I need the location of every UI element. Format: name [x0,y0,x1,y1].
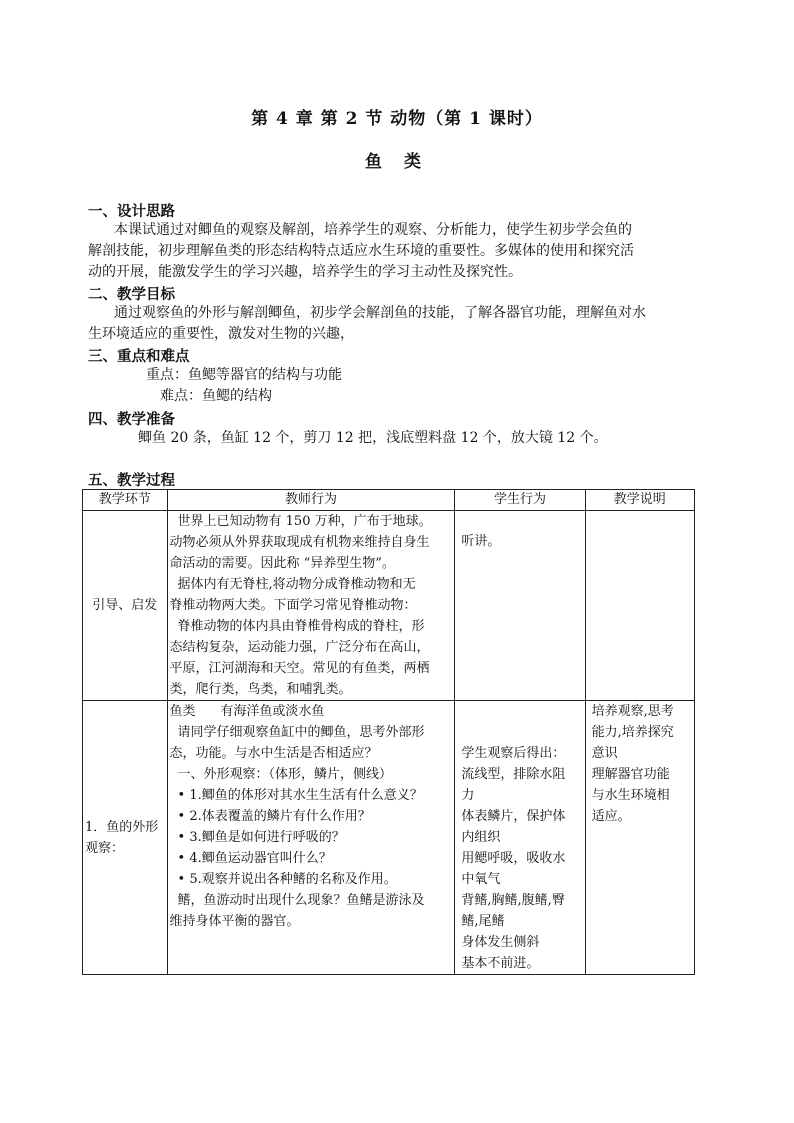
text-line: 内组织 [461,830,501,845]
text-line: 意识 [591,746,618,761]
text-line: 中氧气 [461,872,501,887]
text-line: 平原，江河湖海和天空。常见的有鱼类，两栖 [169,661,430,676]
text-line: • 4.鲫鱼运动器官叫什么？ [177,851,332,866]
cell-stage [83,701,168,975]
text-line: 观察： [85,840,125,856]
page-title: 第 4 章 第 2 节 动物（第 1 课时） [251,109,543,129]
text-line: 生环境适应的重要性，激发对生物的兴趣， [88,326,354,342]
text-line: 与水生环境相 [591,788,670,803]
text-line: • 5.观察并说出各种鳍的名称及作用。 [177,872,397,887]
cell-student [455,701,585,975]
text-line: 鱼类 有海洋鱼或淡水鱼 [169,704,325,719]
text-line: 据体内有无脊柱,将动物分成脊椎动物和无 [177,577,416,592]
text-line: 态，功能。与水中生活是否相适应？ [169,746,378,761]
text-line: 本课试通过对鲫鱼的观察及解剖，培养学生的观察、分析能力，使学生初步学会鱼的 [114,222,632,238]
section-heading-process: 五、教学过程 [88,472,175,489]
text-line: 力 [461,788,475,803]
table-header-row [83,490,695,511]
text-line: • 3.鲫鱼是如何进行呼吸的？ [177,830,345,845]
header-notes: 教学说明 [585,490,694,511]
text-line: 身体发生侧斜 [461,935,540,950]
text-line: 动的开展，能激发学生的学习兴趣，培养学生的学习主动性及探究性。 [88,264,522,280]
section-body-design [88,220,708,283]
text-line: 听讲。 [461,534,501,549]
header-stage: 教学环节 [83,490,168,511]
text-line: 体表鳞片，保护体 [461,809,566,824]
section-body-goals [88,303,708,345]
text-line: • 2.体表覆盖的鳞片有什么作用？ [177,809,371,824]
table-row [83,701,695,975]
text-line: 脊椎动物的体内具由脊椎骨构成的脊柱，形 [177,619,425,634]
cell-stage: 引导、启发 [83,511,168,701]
section-body-focus [146,365,646,407]
text-line: 鲫鱼 20 条，鱼缸 12 个，剪刀 12 把，浅底塑料盘 12 个，放大镜 12 个。 [138,430,608,446]
text-line: 难点：鱼鳃的结构 [160,388,272,404]
text-line: 类，爬行类，鸟类，和哺乳类。 [169,682,352,697]
section-heading-focus: 三、重点和难点 [88,348,190,365]
text-line: 一、外形观察：（体形，鳞片，侧线） [177,767,393,782]
header-student: 学生行为 [455,490,585,511]
text-line: 重点：鱼鳃等器官的结构与功能 [146,367,342,383]
cell-teacher [167,511,455,701]
cell-notes [585,511,694,701]
table-row [83,511,695,701]
text-line: 能力,培养探究 [591,725,674,740]
text-line: 态结构复杂，运动能力强，广泛分布在高山， [169,640,430,655]
text-line: 基本不前进。 [461,956,540,971]
cell-notes [585,701,694,975]
text-line: 培养观察,思考 [591,704,674,719]
text-line: 世界上已知动物有 150 万种，广布于地球。 [177,514,432,529]
page-subtitle: 鱼 类 [365,152,429,172]
text-line: 学生观察后得出： [461,746,566,761]
text-line: 鳍,尾鳍 [461,914,505,929]
text-line: 流线型，排除水阻 [461,767,566,782]
text-line: 理解器官功能 [591,767,670,782]
text-line: 背鳍,胸鳍,腹鳍,臀 [461,893,565,908]
section-heading-prep: 四、教学准备 [88,411,175,428]
text-line: 脊椎动物两大类。下面学习常见脊椎动物： [169,598,417,613]
text-line: 用鳃呼吸，吸收水 [461,851,566,866]
cell-teacher [167,701,455,975]
text-line: 通过观察鱼的外形与解剖鲫鱼，初步学会解剖鱼的技能，了解各器官功能，理解鱼对水 [114,305,646,321]
text-line: 请同学仔细观察鱼缸中的鲫鱼，思考外部形 [177,725,425,740]
text-line: 动物必须从外界获取现成有机物来维持自身生 [169,535,430,550]
section-heading-goals: 二、教学目标 [88,286,175,303]
text-line: 解剖技能，初步理解鱼类的形态结构特点适应水生环境的重要性。多媒体的使用和探究活 [88,243,634,259]
text-line: 适应。 [591,809,631,824]
text-line: • 1.鲫鱼的体形对其水生生活有什么意义？ [177,788,423,803]
header-teacher: 教师行为 [167,490,455,511]
section-body-prep [138,428,698,449]
text-line: 鳍，鱼游动时出现什么现象？鱼鳍是游泳及 [177,893,425,908]
text-line: 维持身体平衡的器官。 [169,914,300,929]
section-heading-design: 一、设计思路 [88,203,175,220]
text-line: 命活动的需要。因此称 “异养型生物”。 [169,556,395,571]
cell-student [455,511,585,701]
text-line: 1．鱼的外形 [85,819,159,835]
teaching-process-table [82,489,695,975]
